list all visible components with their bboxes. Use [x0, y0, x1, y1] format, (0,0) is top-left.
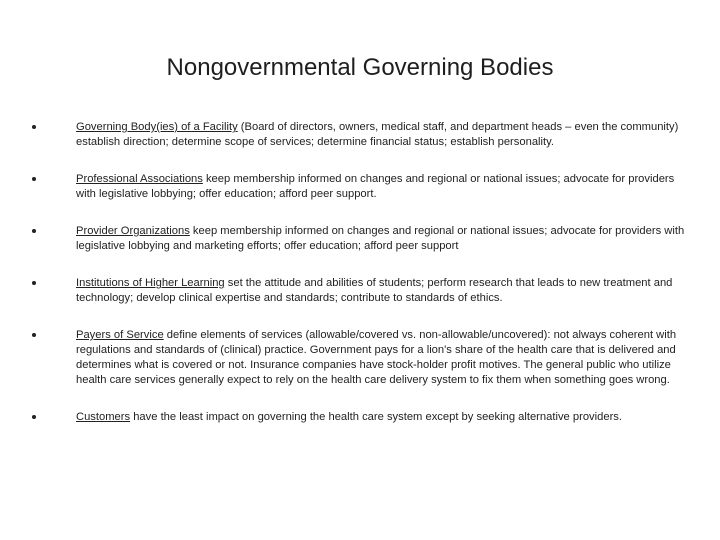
bullet-text: keep membership informed on changes and regional or national issues; advocate for providers with legislative lobbying; offer education; afford peer support. — [76, 173, 675, 200]
bullet-icon — [32, 415, 36, 419]
slide-title: Nongovernmental Governing Bodies — [166, 54, 554, 81]
bullet-item-higher-learning — [0, 276, 720, 306]
bullet-text: define elements of services (allowable/covered vs. non-allowable/uncovered): not always coherent with regulations and standards of (clinical) practice. Government pays for a lion's share of the health care that is delivered and determines what is covered or not. Insurance companies have stock-holder profit motives. The general public who utilize health care services generally expect to rely on the health care delivery system to fix them when something goes wrong. — [76, 329, 677, 386]
bullet-list — [0, 120, 720, 425]
bullet-term: Institutions of Higher Learning — [76, 277, 225, 289]
bullet-item-governing-body — [0, 120, 720, 150]
bullet-term: Provider Organizations — [76, 225, 190, 237]
bullet-item-customers — [0, 410, 720, 425]
bullet-item-professional-associations — [0, 172, 720, 202]
bullet-icon — [32, 125, 36, 129]
bullet-text: have the least impact on governing the health care system except by seeking alternative providers. — [130, 411, 622, 423]
bullet-term: Professional Associations — [76, 173, 203, 185]
bullet-term: Governing Body(ies) of a Facility — [76, 121, 238, 133]
bullet-term: Payers of Service — [76, 329, 164, 341]
bullet-text: set the attitude and abilities of students; perform research that leads to new treatment and technology; develop clinical expertise and standards; contribute to standards of ethics. — [76, 277, 673, 304]
bullet-icon — [32, 177, 36, 181]
bullet-item-payers-of-service — [0, 328, 720, 388]
bullet-icon — [32, 333, 36, 337]
bullet-text: (Board of directors, owners, medical staff, and department heads – even the community) establish direction; determine scope of services; determine financial status; establish personality. — [76, 121, 679, 148]
bullet-icon — [32, 281, 36, 285]
bullet-term: Customers — [76, 411, 131, 423]
bullet-text: keep membership informed on changes and regional or national issues; advocate for providers with legislative lobbying and marketing efforts; offer education; afford peer support — [76, 225, 685, 252]
bullet-item-provider-organizations — [0, 224, 720, 254]
bullet-icon — [32, 229, 36, 233]
